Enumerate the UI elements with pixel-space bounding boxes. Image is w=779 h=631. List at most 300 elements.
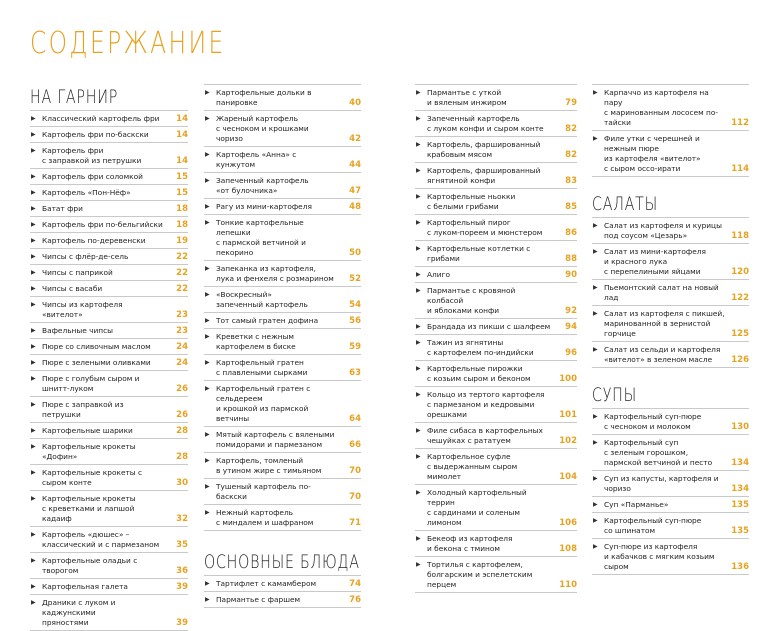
triangle-bullet-icon: ▶ bbox=[416, 219, 421, 226]
entry-title: Драники с луком и каджунскими пряностями bbox=[42, 598, 116, 627]
triangle-bullet-icon: ▶ bbox=[205, 89, 210, 96]
toc-entry bbox=[204, 147, 361, 173]
entry-title: Мятый картофель с вялеными помидорами и пармезаном bbox=[216, 430, 335, 449]
toc-entry bbox=[415, 215, 577, 241]
toc-entry bbox=[30, 201, 188, 217]
toc-entry bbox=[415, 137, 577, 163]
triangle-bullet-icon: ▶ bbox=[416, 323, 421, 330]
toc-entry bbox=[415, 423, 577, 449]
triangle-bullet-icon: ▶ bbox=[416, 561, 421, 568]
toc-entry bbox=[30, 423, 188, 439]
triangle-bullet-icon: ▶ bbox=[205, 219, 210, 226]
entry-page-number: 94 bbox=[565, 322, 577, 332]
triangle-bullet-icon: ▶ bbox=[205, 291, 210, 298]
triangle-bullet-icon: ▶ bbox=[205, 596, 210, 603]
triangle-bullet-icon: ▶ bbox=[205, 431, 210, 438]
entry-page-number: 26 bbox=[176, 384, 188, 394]
entry-title: Картофельные шарики bbox=[42, 426, 133, 435]
entry-page-number: 14 bbox=[176, 114, 188, 124]
entry-title: Картофель «дюшес» – классический и с пармезаном bbox=[42, 530, 160, 549]
triangle-bullet-icon: ▶ bbox=[593, 501, 598, 508]
entry-page-number: 125 bbox=[731, 329, 749, 339]
entry-page-number: 36 bbox=[176, 566, 188, 576]
entry-title: Картофельный суп-пюре со шпинатом bbox=[604, 516, 702, 535]
entry-page-number: 24 bbox=[176, 342, 188, 352]
toc-entry bbox=[204, 505, 361, 531]
toc-entry bbox=[30, 281, 188, 297]
triangle-bullet-icon: ▶ bbox=[593, 89, 598, 96]
toc-entry bbox=[30, 323, 188, 339]
toc-entry bbox=[30, 355, 188, 371]
entry-page-number: 136 bbox=[731, 562, 749, 572]
entry-title: Картофельные оладьи с творогом bbox=[42, 556, 138, 575]
entry-page-number: 26 bbox=[176, 410, 188, 420]
triangle-bullet-icon: ▶ bbox=[416, 193, 421, 200]
toc-entry bbox=[204, 355, 361, 381]
entry-title: Брандада из пикши с шалфеем bbox=[427, 322, 551, 331]
entry-title: Картофельный гратен с плавлеными сырками bbox=[216, 358, 308, 377]
section-heading: НА ГАРНИР bbox=[30, 86, 119, 108]
triangle-bullet-icon: ▶ bbox=[205, 457, 210, 464]
entry-page-number: 104 bbox=[559, 472, 577, 482]
toc-column-1 bbox=[30, 84, 188, 631]
entry-page-number: 18 bbox=[176, 220, 188, 230]
toc-entry bbox=[592, 497, 749, 513]
entry-page-number: 135 bbox=[731, 526, 749, 536]
triangle-bullet-icon: ▶ bbox=[593, 346, 598, 353]
entry-title: Картофель «Анна» с кунжутом bbox=[216, 150, 297, 169]
entry-page-number: 101 bbox=[559, 410, 577, 420]
toc-entry bbox=[30, 169, 188, 185]
entry-title: Филе утки с черешней и нежным пюре из картофеля «вителот» с сыром оссо-ирати bbox=[604, 134, 701, 173]
triangle-bullet-icon: ▶ bbox=[205, 580, 210, 587]
entry-title: Картофель, фаршированный ягнятиной конфи bbox=[427, 166, 541, 185]
entry-page-number: 96 bbox=[565, 348, 577, 358]
toc-entry bbox=[204, 381, 361, 427]
entry-title: Картофельный суп-пюре с чесноком и молоком bbox=[604, 412, 702, 431]
toc-entry bbox=[204, 215, 361, 261]
triangle-bullet-icon: ▶ bbox=[31, 359, 36, 366]
entry-page-number: 32 bbox=[176, 514, 188, 524]
entry-title: Чипсы с флёр-де-сель bbox=[42, 252, 129, 261]
entry-page-number: 92 bbox=[565, 306, 577, 316]
entry-title: Суп «Парманье» bbox=[604, 500, 669, 509]
entry-page-number: 50 bbox=[349, 248, 361, 258]
entry-page-number: 102 bbox=[559, 436, 577, 446]
entry-page-number: 23 bbox=[176, 310, 188, 320]
entry-page-number: 134 bbox=[731, 458, 749, 468]
entry-title: Пармантье с фаршем bbox=[216, 595, 301, 604]
triangle-bullet-icon: ▶ bbox=[205, 317, 210, 324]
entry-title: Пюре с заправкой из петрушки bbox=[42, 400, 124, 419]
toc-entry bbox=[592, 539, 749, 575]
triangle-bullet-icon: ▶ bbox=[31, 189, 36, 196]
entry-title: Тажин из ягнятины с картофелем по-индийски bbox=[427, 338, 534, 357]
entry-title: Картофельные котлетки с грибами bbox=[427, 244, 531, 263]
toc-entry bbox=[415, 485, 577, 531]
toc-entry bbox=[30, 185, 188, 201]
toc-entry bbox=[415, 283, 577, 319]
entry-title: Картофель, фаршированный крабовым мясом bbox=[427, 140, 541, 159]
entry-title: Тонкие картофельные лепешки с пармской ветчиной и пекорино bbox=[216, 218, 306, 257]
triangle-bullet-icon: ▶ bbox=[593, 475, 598, 482]
triangle-bullet-icon: ▶ bbox=[593, 439, 598, 446]
entry-page-number: 14 bbox=[176, 156, 188, 166]
triangle-bullet-icon: ▶ bbox=[205, 203, 210, 210]
triangle-bullet-icon: ▶ bbox=[31, 343, 36, 350]
toc-entry bbox=[204, 427, 361, 453]
triangle-bullet-icon: ▶ bbox=[205, 115, 210, 122]
toc-entry bbox=[415, 319, 577, 335]
entry-page-number: 86 bbox=[565, 228, 577, 238]
entry-page-number: 59 bbox=[349, 342, 361, 352]
entry-page-number: 70 bbox=[349, 466, 361, 476]
entry-page-number: 52 bbox=[349, 274, 361, 284]
triangle-bullet-icon: ▶ bbox=[31, 131, 36, 138]
triangle-bullet-icon: ▶ bbox=[205, 483, 210, 490]
toc-entry bbox=[30, 465, 188, 491]
toc-entry bbox=[592, 435, 749, 471]
entry-title: Суп-пюре из картофеля и кабачков с мягким козьим сыром bbox=[604, 542, 715, 571]
triangle-bullet-icon: ▶ bbox=[593, 543, 598, 550]
entry-title: Пюре с зелеными оливками bbox=[42, 358, 151, 367]
triangle-bullet-icon: ▶ bbox=[416, 271, 421, 278]
triangle-bullet-icon: ▶ bbox=[416, 453, 421, 460]
entry-page-number: 23 bbox=[176, 326, 188, 336]
entry-page-number: 39 bbox=[176, 582, 188, 592]
toc-entry bbox=[415, 241, 577, 267]
entry-page-number: 76 bbox=[349, 595, 361, 605]
toc-column-3 bbox=[415, 84, 577, 593]
section-heading: СУПЫ bbox=[592, 384, 637, 406]
toc-entry bbox=[30, 371, 188, 397]
entry-page-number: 42 bbox=[349, 134, 361, 144]
entry-title: Картофель, томленый в утином жире с тимьяном bbox=[216, 456, 322, 475]
entry-page-number: 108 bbox=[559, 544, 577, 554]
triangle-bullet-icon: ▶ bbox=[593, 135, 598, 142]
entry-page-number: 30 bbox=[176, 478, 188, 488]
triangle-bullet-icon: ▶ bbox=[31, 469, 36, 476]
toc-entry bbox=[30, 249, 188, 265]
entry-page-number: 66 bbox=[349, 440, 361, 450]
triangle-bullet-icon: ▶ bbox=[31, 301, 36, 308]
triangle-bullet-icon: ▶ bbox=[31, 327, 36, 334]
entry-title: Чипсы с паприкой bbox=[42, 268, 113, 277]
entry-title: Картофельные пирожки с козьим сыром и беконом bbox=[427, 364, 531, 383]
entry-title: Картофель «Пон-Нёф» bbox=[42, 188, 131, 197]
triangle-bullet-icon: ▶ bbox=[31, 583, 36, 590]
triangle-bullet-icon: ▶ bbox=[205, 151, 210, 158]
toc-entry bbox=[30, 579, 188, 595]
toc-entry bbox=[204, 592, 361, 608]
toc-entry bbox=[415, 163, 577, 189]
entry-page-number: 14 bbox=[176, 130, 188, 140]
toc-entry-list bbox=[30, 110, 188, 631]
entry-page-number: 15 bbox=[176, 172, 188, 182]
toc-entry-list bbox=[204, 84, 361, 531]
entry-title: Салат из мини-картофеля и красного лука с перепелиными яйцами bbox=[604, 247, 706, 276]
triangle-bullet-icon: ▶ bbox=[416, 365, 421, 372]
toc-entry bbox=[30, 553, 188, 579]
entry-title: Картофельные ньокки с белыми грибами bbox=[427, 192, 516, 211]
entry-title: Вафельные чипсы bbox=[42, 326, 114, 335]
triangle-bullet-icon: ▶ bbox=[416, 339, 421, 346]
entry-page-number: 64 bbox=[349, 414, 361, 424]
toc-entry bbox=[30, 143, 188, 169]
toc-entry bbox=[415, 531, 577, 557]
toc-entry bbox=[592, 471, 749, 497]
entry-page-number: 82 bbox=[565, 124, 577, 134]
entry-page-number: 126 bbox=[731, 355, 749, 365]
entry-title: Рагу из мини-картофеля bbox=[216, 202, 312, 211]
triangle-bullet-icon: ▶ bbox=[593, 222, 598, 229]
toc-entry bbox=[592, 217, 749, 244]
entry-page-number: 47 bbox=[349, 186, 361, 196]
entry-title: Салат из картофеля с пикшей, маринованной в зернистой горчице bbox=[604, 309, 725, 338]
triangle-bullet-icon: ▶ bbox=[205, 177, 210, 184]
toc-entry bbox=[415, 449, 577, 485]
triangle-bullet-icon: ▶ bbox=[416, 535, 421, 542]
triangle-bullet-icon: ▶ bbox=[31, 115, 36, 122]
triangle-bullet-icon: ▶ bbox=[31, 401, 36, 408]
entry-title: Картофельные дольки в панировке bbox=[216, 88, 312, 107]
entry-page-number: 134 bbox=[731, 484, 749, 494]
triangle-bullet-icon: ▶ bbox=[205, 509, 210, 516]
triangle-bullet-icon: ▶ bbox=[593, 284, 598, 291]
entry-title: Картофельный гратен с сельдереем и крошкой из пармской ветчины bbox=[216, 384, 311, 423]
entry-page-number: 48 bbox=[349, 202, 361, 212]
toc-entry bbox=[30, 491, 188, 527]
entry-title: Пармантье с кровяной колбасой и яблоками конфи bbox=[427, 286, 516, 315]
entry-title: Картофельные крокеты с креветками и лапшой кадаиф bbox=[42, 494, 136, 523]
entry-page-number: 118 bbox=[731, 231, 749, 241]
triangle-bullet-icon: ▶ bbox=[31, 221, 36, 228]
triangle-bullet-icon: ▶ bbox=[31, 173, 36, 180]
section-heading: ОСНОВНЫЕ БЛЮДА bbox=[204, 551, 360, 573]
entry-title: Филе сибаса в картофельных чешуйках с рататуем bbox=[427, 426, 543, 445]
toc-entry bbox=[204, 479, 361, 505]
entry-title: Чипсы из картофеля «вителот» bbox=[42, 300, 123, 319]
entry-title: Нежный картофель с миндалем и шафраном bbox=[216, 508, 314, 527]
entry-title: Картофель фри соломкой bbox=[42, 172, 143, 181]
entry-page-number: 71 bbox=[349, 518, 361, 528]
triangle-bullet-icon: ▶ bbox=[31, 375, 36, 382]
toc-entry bbox=[30, 297, 188, 323]
toc-entry bbox=[415, 111, 577, 137]
triangle-bullet-icon: ▶ bbox=[31, 495, 36, 502]
section-heading: САЛАТЫ bbox=[592, 193, 658, 215]
entry-page-number: 70 bbox=[349, 492, 361, 502]
toc-entry bbox=[30, 527, 188, 553]
entry-page-number: 22 bbox=[176, 284, 188, 294]
entry-title: Картофельная галета bbox=[42, 582, 128, 591]
entry-page-number: 19 bbox=[176, 236, 188, 246]
entry-title: Холодный картофельный террин с сардинами и соленым лимоном bbox=[427, 488, 527, 527]
entry-title: Чипсы с васаби bbox=[42, 284, 103, 293]
entry-page-number: 24 bbox=[176, 358, 188, 368]
entry-title: Алиго bbox=[427, 270, 450, 279]
triangle-bullet-icon: ▶ bbox=[31, 147, 36, 154]
toc-entry bbox=[30, 127, 188, 143]
entry-page-number: 130 bbox=[731, 422, 749, 432]
toc-entry bbox=[204, 575, 361, 592]
toc-entry-list bbox=[592, 84, 749, 177]
toc-entry bbox=[30, 233, 188, 249]
entry-title: Картофель фри по-баскски bbox=[42, 130, 149, 139]
toc-entry bbox=[204, 173, 361, 199]
entry-page-number: 22 bbox=[176, 252, 188, 262]
entry-page-number: 135 bbox=[731, 500, 749, 510]
toc-entry bbox=[415, 267, 577, 283]
triangle-bullet-icon: ▶ bbox=[31, 253, 36, 260]
entry-title: Картофельное суфле с выдержанным сыром мимолет bbox=[427, 452, 518, 481]
entry-page-number: 35 bbox=[176, 540, 188, 550]
entry-page-number: 85 bbox=[565, 202, 577, 212]
entry-page-number: 83 bbox=[565, 176, 577, 186]
triangle-bullet-icon: ▶ bbox=[31, 427, 36, 434]
toc-entry bbox=[592, 513, 749, 539]
entry-title: Тартифлет с камамбером bbox=[216, 579, 317, 588]
entry-title: Креветки с нежным картофелем в биске bbox=[216, 332, 296, 351]
toc-entry-list bbox=[415, 84, 577, 593]
entry-page-number: 22 bbox=[176, 268, 188, 278]
entry-page-number: 82 bbox=[565, 150, 577, 160]
entry-title: Пармантье с уткой и вяленым инжиром bbox=[427, 88, 507, 107]
toc-entry bbox=[204, 261, 361, 287]
triangle-bullet-icon: ▶ bbox=[416, 167, 421, 174]
triangle-bullet-icon: ▶ bbox=[31, 531, 36, 538]
entry-title: Карпаччо из картофеля на пару с маринованным лососем по-тайски bbox=[604, 88, 719, 127]
triangle-bullet-icon: ▶ bbox=[205, 385, 210, 392]
triangle-bullet-icon: ▶ bbox=[31, 557, 36, 564]
entry-title: Кольцо из тертого картофеля с пармезаном и кедровыми орешками bbox=[427, 390, 545, 419]
toc-entry bbox=[204, 453, 361, 479]
entry-title: Картофель фри с заправкой из петрушки bbox=[42, 146, 142, 165]
triangle-bullet-icon: ▶ bbox=[31, 205, 36, 212]
toc-entry bbox=[592, 280, 749, 306]
entry-page-number: 54 bbox=[349, 300, 361, 310]
entry-page-number: 56 bbox=[349, 316, 361, 326]
entry-page-number: 112 bbox=[731, 118, 749, 128]
entry-page-number: 88 bbox=[565, 254, 577, 264]
toc-entry bbox=[204, 84, 361, 111]
entry-page-number: 63 bbox=[349, 368, 361, 378]
toc-entry bbox=[415, 557, 577, 593]
entry-title: Суп из капусты, картофеля и чоризо bbox=[604, 474, 719, 493]
entry-title: Батат фри bbox=[42, 204, 83, 213]
entry-page-number: 39 bbox=[176, 618, 188, 628]
toc-entry bbox=[30, 217, 188, 233]
triangle-bullet-icon: ▶ bbox=[205, 333, 210, 340]
entry-title: Бекеоф из картофеля и бекона с тмином bbox=[427, 534, 513, 553]
triangle-bullet-icon: ▶ bbox=[31, 599, 36, 606]
entry-page-number: 114 bbox=[731, 164, 749, 174]
toc-entry bbox=[30, 397, 188, 423]
triangle-bullet-icon: ▶ bbox=[31, 285, 36, 292]
triangle-bullet-icon: ▶ bbox=[31, 269, 36, 276]
toc-entry bbox=[592, 342, 749, 368]
toc-entry bbox=[204, 287, 361, 313]
entry-page-number: 90 bbox=[565, 270, 577, 280]
toc-entry bbox=[415, 189, 577, 215]
entry-page-number: 28 bbox=[176, 452, 188, 462]
triangle-bullet-icon: ▶ bbox=[416, 427, 421, 434]
entry-page-number: 122 bbox=[731, 293, 749, 303]
triangle-bullet-icon: ▶ bbox=[31, 237, 36, 244]
triangle-bullet-icon: ▶ bbox=[416, 115, 421, 122]
triangle-bullet-icon: ▶ bbox=[416, 89, 421, 96]
entry-title: Тушеный картофель по-баскски bbox=[216, 482, 311, 501]
entry-page-number: 74 bbox=[349, 579, 361, 589]
triangle-bullet-icon: ▶ bbox=[416, 287, 421, 294]
toc-entry bbox=[30, 110, 188, 127]
toc-entry bbox=[30, 439, 188, 465]
toc-entry bbox=[30, 265, 188, 281]
toc-entry bbox=[204, 111, 361, 147]
entry-page-number: 15 bbox=[176, 188, 188, 198]
entry-title: Запеченный картофель «от булочника» bbox=[216, 176, 309, 195]
toc-entry bbox=[592, 131, 749, 177]
entry-title: «Воскресный» запеченный картофель bbox=[216, 290, 308, 309]
entry-page-number: 28 bbox=[176, 426, 188, 436]
entry-page-number: 120 bbox=[731, 267, 749, 277]
entry-title: Запеканка из картофеля, лука и фенхеля с розмарином bbox=[216, 264, 334, 283]
triangle-bullet-icon: ▶ bbox=[416, 391, 421, 398]
entry-title: Классический картофель фри bbox=[42, 114, 160, 123]
entry-title: Салат из сельди и картофеля «вителот» в зеленом масле bbox=[604, 345, 721, 364]
triangle-bullet-icon: ▶ bbox=[205, 265, 210, 272]
toc-entry bbox=[204, 313, 361, 329]
entry-title: Картофель фри по-бельгийски bbox=[42, 220, 163, 229]
page-title: СОДЕРЖАНИЕ bbox=[30, 26, 226, 61]
toc-entry bbox=[592, 244, 749, 280]
entry-title: Пюре со сливочным маслом bbox=[42, 342, 151, 351]
entry-page-number: 79 bbox=[565, 98, 577, 108]
entry-title: Картофель по-деревенски bbox=[42, 236, 146, 245]
toc-entry bbox=[30, 339, 188, 355]
toc-column-4 bbox=[592, 84, 749, 575]
entry-page-number: 100 bbox=[559, 374, 577, 384]
toc-entry bbox=[592, 408, 749, 435]
entry-title: Тот самый гратен дофина bbox=[216, 316, 319, 325]
toc-column-2 bbox=[204, 84, 361, 608]
toc-entry bbox=[415, 84, 577, 111]
entry-title: Салат из картофеля и курицы под соусом «Цезарь» bbox=[604, 221, 722, 240]
entry-title: Картофельные крокеты с сыром конте bbox=[42, 468, 143, 487]
entry-title: Картофельный суп с зеленым горошком, пармской ветчиной и песто bbox=[604, 438, 713, 467]
triangle-bullet-icon: ▶ bbox=[416, 245, 421, 252]
entry-page-number: 18 bbox=[176, 204, 188, 214]
toc-entry bbox=[415, 361, 577, 387]
triangle-bullet-icon: ▶ bbox=[593, 413, 598, 420]
toc-entry bbox=[30, 595, 188, 631]
triangle-bullet-icon: ▶ bbox=[31, 443, 36, 450]
entry-title: Пюре с голубым сыром и шнитт-луком bbox=[42, 374, 140, 393]
entry-title: Картофельный пирог с луком-пореем и мюнстером bbox=[427, 218, 543, 237]
toc-entry-list bbox=[204, 575, 361, 608]
entry-title: Жареный картофель с чесноком и крошками чоризо bbox=[216, 114, 309, 143]
toc-entry bbox=[204, 199, 361, 215]
toc-entry bbox=[415, 335, 577, 361]
entry-title: Запеченный картофель с луком конфи и сыром конте bbox=[427, 114, 544, 133]
triangle-bullet-icon: ▶ bbox=[416, 489, 421, 496]
entry-page-number: 44 bbox=[349, 160, 361, 170]
entry-title: Пьемонтский салат на новый лад bbox=[604, 283, 719, 302]
entry-title: Картофельные крокеты «Дофин» bbox=[42, 442, 136, 461]
toc-entry bbox=[415, 387, 577, 423]
toc-entry bbox=[592, 306, 749, 342]
toc-entry-list bbox=[592, 408, 749, 575]
